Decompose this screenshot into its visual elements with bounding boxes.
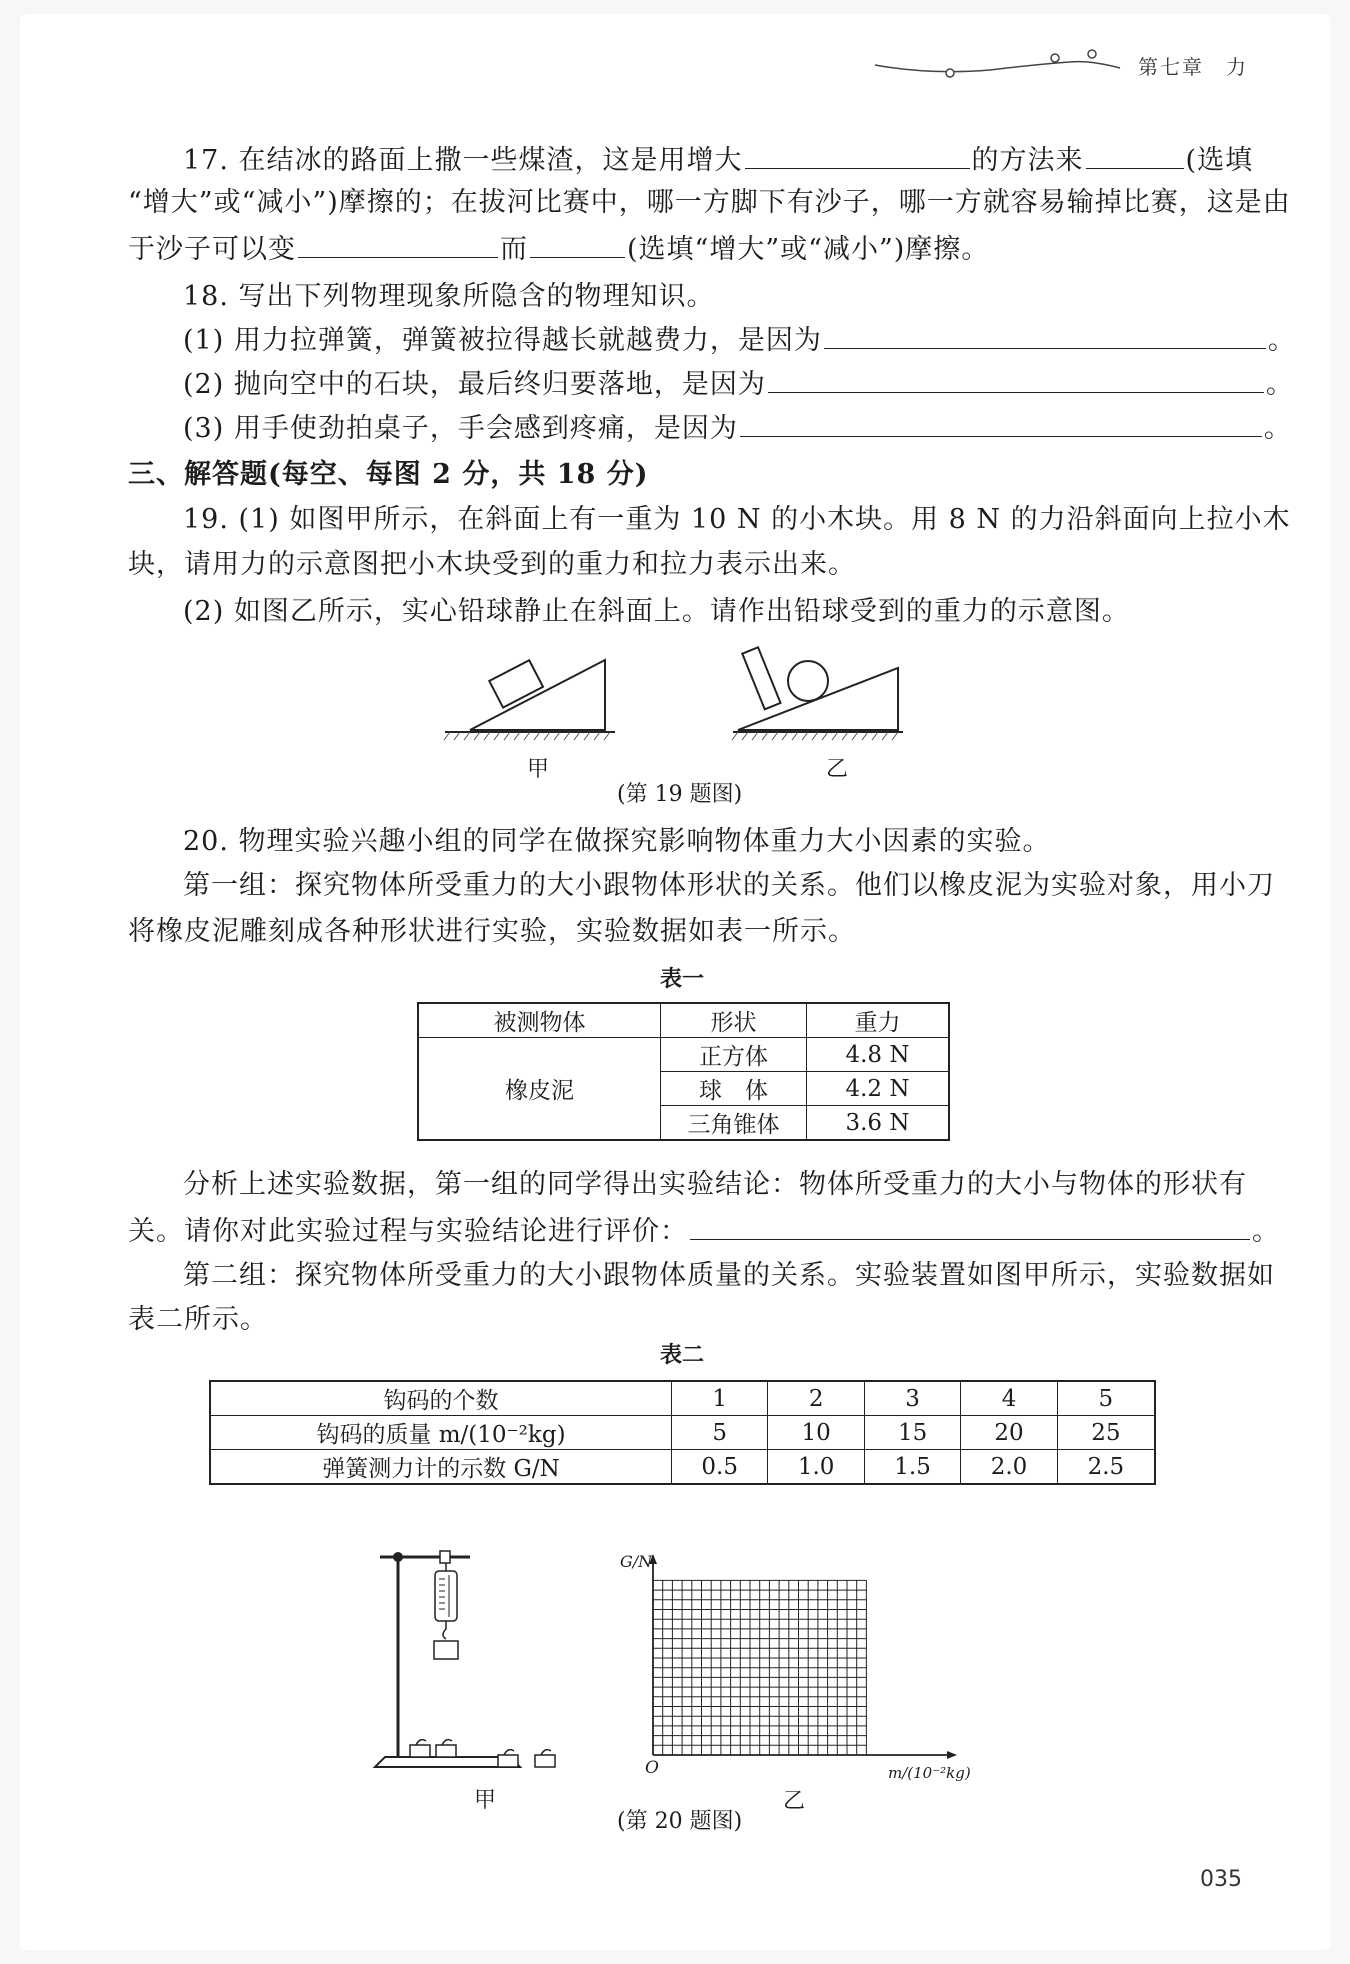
table1-shape: 三角锥体 (661, 1106, 807, 1141)
table2-cell: 4 (961, 1381, 1057, 1416)
table2-row (210, 1416, 1155, 1450)
q17-blank1[interactable] (745, 140, 970, 169)
q17-line1 (183, 140, 1253, 181)
section3-title: 三、解答题(每空、每图 2 分，共 18 分) (128, 459, 649, 490)
q17-part3: (选填 (1185, 145, 1254, 176)
table2-cell: 25 (1057, 1416, 1155, 1450)
q17-line2: “增大”或“减小”)摩擦的；在拔河比赛中，哪一方脚下有沙子，哪一方就容易输掉比赛，这是由 (128, 187, 1291, 218)
q18-item1-text: (1) 用力拉弹簧，弹簧被拉得越长就越费力，是因为 (183, 325, 822, 356)
q18-period3: 。 (1263, 413, 1292, 444)
fig19-incline-ball (728, 640, 908, 755)
table2-row-label: 钩码的个数 (210, 1381, 672, 1416)
table2-cell: 5 (672, 1416, 768, 1450)
table2-cell: 0.5 (672, 1450, 768, 1485)
q18-blank3[interactable] (740, 408, 1262, 437)
table1-header-row (418, 1003, 949, 1038)
graph-y-label: G/N (620, 1552, 653, 1571)
table1-header: 重力 (807, 1003, 950, 1038)
table2-cell: 3 (864, 1381, 960, 1416)
table1-row (418, 1038, 949, 1072)
q19-line3: (2) 如图乙所示，实心铅球静止在斜面上。请作出铅球受到的重力的示意图。 (183, 596, 1130, 627)
table2-cell: 2.5 (1057, 1450, 1155, 1485)
fig20-label-a: 甲 (474, 1788, 497, 1813)
q18-period1: 。 (1267, 325, 1296, 356)
q20-line5-text: 关。请你对此实验过程与实验结论进行评价： (128, 1216, 688, 1247)
q18-blank2[interactable] (768, 364, 1264, 393)
q20-line3: 将橡皮泥雕刻成各种形状进行实验，实验数据如表一所示。 (128, 916, 856, 947)
table1 (417, 1002, 950, 1141)
q18-item3-text: (3) 用手使劲拍桌子，手会感到疼痛，是因为 (183, 413, 738, 444)
page-number: 035 (1200, 1867, 1242, 1892)
q18-title: 18. 写出下列物理现象所隐含的物理知识。 (183, 281, 715, 312)
table2-cell: 5 (1057, 1381, 1155, 1416)
q18-item2-text: (2) 抛向空中的石块，最后终归要落地，是因为 (183, 369, 766, 400)
q19-line1: 19. (1) 如图甲所示，在斜面上有一重为 10 N 的小木块。用 8 N 的力沿斜面向上拉小木 (183, 504, 1291, 535)
table2-cell: 20 (961, 1416, 1057, 1450)
table2-cell: 1.0 (768, 1450, 864, 1485)
table2-row-label: 弹簧测力计的示数 G/N (210, 1450, 672, 1485)
table1-weight: 4.2 N (807, 1072, 950, 1106)
header-decoration (870, 40, 1130, 90)
table1-header: 形状 (661, 1003, 807, 1038)
table2-cell: 2.0 (961, 1450, 1057, 1485)
q20-line6: 第二组：探究物体所受重力的大小跟物体质量的关系。实验装置如图甲所示，实验数据如 (183, 1260, 1275, 1291)
q20-line2: 第一组：探究物体所受重力的大小跟物体形状的关系。他们以橡皮泥为实验对象，用小刀 (183, 870, 1275, 901)
table1-title: 表一 (660, 966, 705, 992)
q17-part2: 的方法来 (971, 145, 1084, 176)
q17-part4: 于沙子可以变 (128, 234, 296, 265)
graph-origin: O (645, 1758, 659, 1778)
table1-weight: 4.8 N (807, 1038, 950, 1072)
table2 (209, 1380, 1156, 1485)
q20-line7: 表二所示。 (128, 1304, 268, 1335)
fig19-caption: (第 19 题图) (617, 782, 743, 807)
graph-x-label: m/(10⁻²kg) (888, 1764, 971, 1782)
q20-line5 (128, 1211, 1280, 1252)
q17-line3 (128, 229, 989, 270)
q18-item3 (183, 408, 1292, 449)
q18-item1 (183, 320, 1296, 361)
table2-row-label: 钩码的质量 m/(10⁻²kg) (210, 1416, 672, 1450)
table1-shape: 正方体 (661, 1038, 807, 1072)
table1-header: 被测物体 (418, 1003, 661, 1038)
table2-cell: 1.5 (864, 1450, 960, 1485)
q20-period: 。 (1252, 1216, 1280, 1247)
fig19-label-a: 甲 (527, 757, 550, 782)
table2-cell: 2 (768, 1381, 864, 1416)
x-axis-arrow (947, 1751, 957, 1759)
table1-object: 橡皮泥 (418, 1038, 661, 1141)
q20-line4: 分析上述实验数据，第一组的同学得出实验结论：物体所受重力的大小与物体的形状有 (183, 1169, 1247, 1200)
table2-row (210, 1381, 1155, 1416)
table2-cell: 15 (864, 1416, 960, 1450)
table2-cell: 1 (672, 1381, 768, 1416)
q17-blank3[interactable] (298, 229, 498, 258)
table2-title: 表二 (660, 1342, 705, 1368)
fig20-spring-scale-stand (370, 1545, 570, 1785)
fig19-label-b: 乙 (826, 757, 849, 782)
table1-weight: 3.6 N (807, 1106, 950, 1141)
chapter-title: 第七章 力 (1138, 55, 1248, 79)
table2-cell: 10 (768, 1416, 864, 1450)
q17-blank4[interactable] (530, 229, 625, 258)
table2-row (210, 1450, 1155, 1485)
fig20-blank-grid (620, 1550, 980, 1790)
fig19-incline-block (440, 640, 620, 755)
table1-shape: 球 体 (661, 1072, 807, 1106)
q18-blank1[interactable] (824, 320, 1266, 349)
q17-part6: (选填“增大”或“减小”)摩擦。 (627, 234, 990, 265)
q17-blank2[interactable] (1086, 140, 1184, 169)
fig20-label-b: 乙 (783, 1789, 806, 1814)
q17-part1: 17. 在结冰的路面上撒一些煤渣，这是用增大 (183, 145, 743, 176)
q17-part5: 而 (500, 234, 528, 265)
q18-period2: 。 (1265, 369, 1294, 400)
q18-item2 (183, 364, 1294, 405)
q20-blank1[interactable] (690, 1211, 1250, 1240)
fig20-caption: (第 20 题图) (617, 1809, 743, 1834)
q19-line2: 块，请用力的示意图把小木块受到的重力和拉力表示出来。 (128, 549, 856, 580)
q20-line1: 20. 物理实验兴趣小组的同学在做探究影响物体重力大小因素的实验。 (183, 826, 1051, 857)
